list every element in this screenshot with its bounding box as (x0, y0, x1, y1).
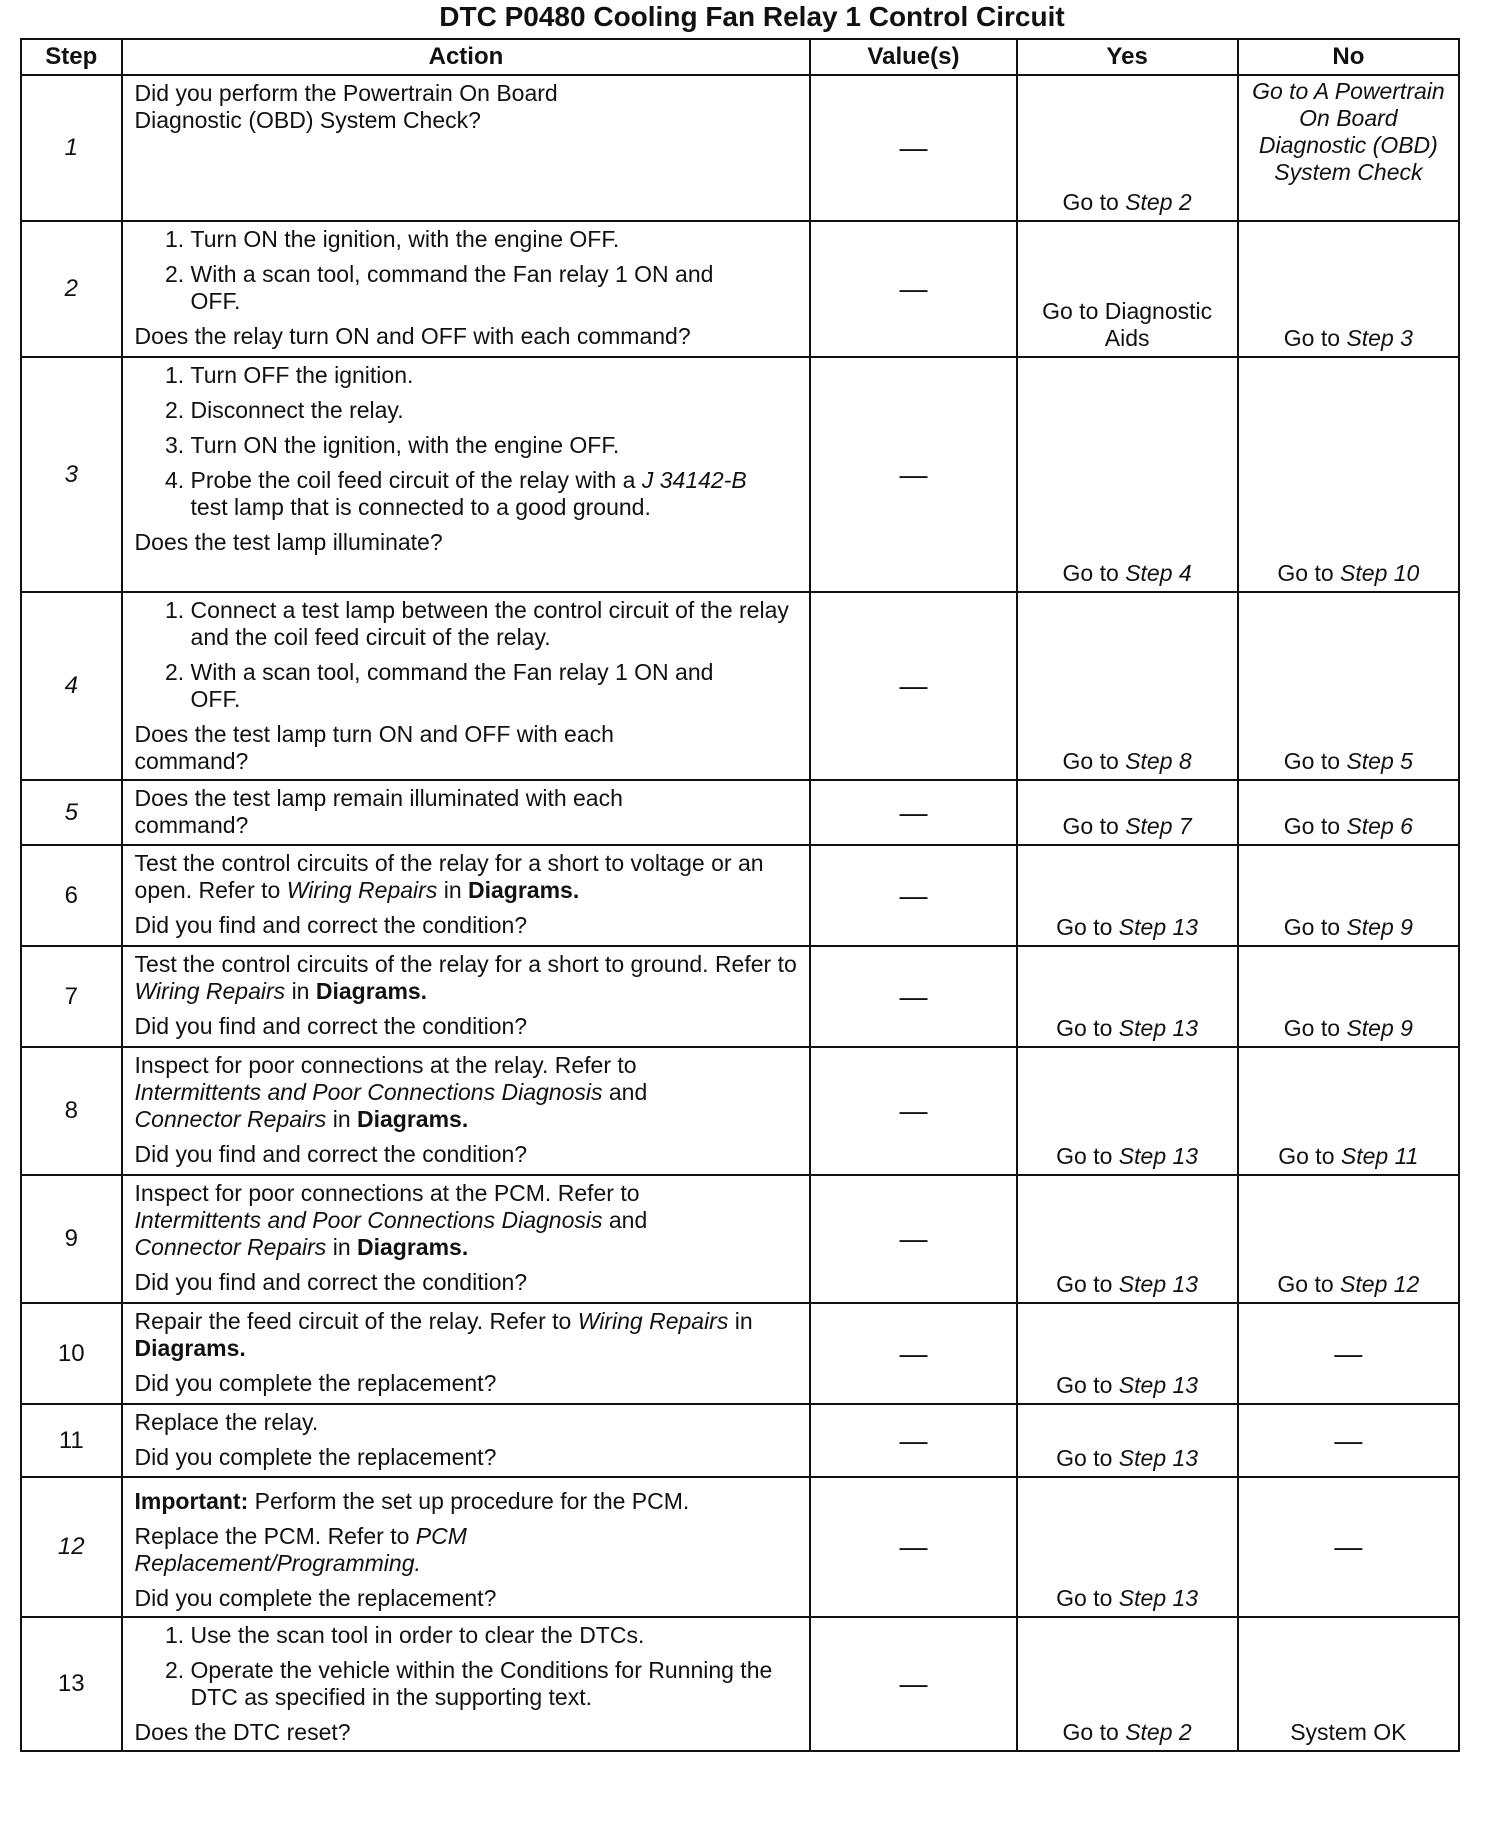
ref-link: PCM Replacement/Programming. (134, 1523, 467, 1576)
action-body: Test the control circuits of the relay for a short to ground. Refer to (134, 951, 797, 977)
action-question: Does the DTC reset? (134, 1719, 351, 1745)
yes-cell (1017, 592, 1238, 780)
yes-target: Step 13 (1118, 1143, 1199, 1169)
yes-target: Step 2 (1125, 1719, 1192, 1745)
ref-link: Intermittents and Poor Connections Diagnosis (134, 1079, 603, 1105)
step-number: 13 (21, 1617, 122, 1751)
no-target: Step 10 (1340, 560, 1420, 586)
header-no: No (1238, 39, 1459, 75)
table-row (21, 946, 1459, 1047)
yes-target: Step 7 (1125, 813, 1192, 839)
action-item: 1. Turn ON the ignition, with the engine OFF. (191, 226, 761, 253)
action-body: Test the control circuits of the relay for a short to voltage or an open. Refer to (134, 850, 764, 903)
action-cell (122, 1477, 811, 1617)
yes-target: Step 13 (1118, 1445, 1199, 1471)
yes-cell (1017, 1303, 1238, 1404)
value-cell: — (810, 1047, 1016, 1175)
no-prefix: Go to (1277, 1271, 1334, 1297)
action-question: Did you find and correct the condition? (134, 1013, 528, 1039)
no-cell (1238, 75, 1459, 221)
yes-prefix: Go to (1062, 189, 1119, 215)
no-cell (1238, 946, 1459, 1047)
table-row (21, 1477, 1459, 1617)
action-question: Did you find and correct the condition? (134, 912, 528, 938)
step-number: 2 (21, 221, 122, 357)
action-cell (122, 1047, 811, 1175)
yes-target: Step 13 (1118, 1372, 1199, 1398)
table-row (21, 845, 1459, 946)
action-item: 2. With a scan tool, command the Fan relay 1 ON and OFF. (191, 261, 761, 315)
ref-link: Intermittents and Poor Connections Diagnosis (134, 1207, 603, 1233)
yes-cell (1017, 357, 1238, 592)
step-number: 4 (21, 592, 122, 780)
header-action: Action (122, 39, 811, 75)
ref-in: in (443, 877, 462, 903)
no-cell (1238, 780, 1459, 845)
ref-doc: Diagrams. (134, 1335, 246, 1361)
action-cell (122, 946, 811, 1047)
step-number: 12 (21, 1477, 122, 1617)
no-target: Step 9 (1346, 1015, 1413, 1041)
value-cell: — (810, 845, 1016, 946)
step-number: 7 (21, 946, 122, 1047)
value-cell: — (810, 1477, 1016, 1617)
no-cell: — (1238, 1404, 1459, 1477)
yes-prefix: Go to (1056, 1585, 1113, 1611)
yes-cell (1017, 75, 1238, 221)
no-cell (1238, 1175, 1459, 1303)
table-row (21, 357, 1459, 592)
no-cell (1238, 221, 1459, 357)
ref-link: Wiring Repairs (577, 1308, 729, 1334)
step-number: 3 (21, 357, 122, 592)
value-cell: — (810, 1303, 1016, 1404)
yes-prefix: Go to (1056, 1372, 1113, 1398)
diagnostic-table (20, 38, 1460, 1752)
ref-doc: Diagrams. (468, 877, 580, 903)
action-question: Did you complete the replacement? (134, 1370, 497, 1396)
action-item (191, 467, 761, 521)
table-row (21, 1617, 1459, 1751)
action-question: Did you find and correct the condition? (134, 1269, 528, 1295)
yes-prefix: Go to (1056, 914, 1113, 940)
action-cell (122, 75, 811, 221)
table-row (21, 780, 1459, 845)
action-item: 1. Use the scan tool in order to clear the DTCs. (191, 1622, 800, 1649)
yes-cell (1017, 1175, 1238, 1303)
yes-cell (1017, 1404, 1238, 1477)
value-cell: — (810, 780, 1016, 845)
action-body: Inspect for poor connections at the PCM. Refer to (134, 1180, 640, 1206)
action-cell (122, 221, 811, 357)
yes-prefix: Go to (1056, 1271, 1113, 1297)
step-number: 6 (21, 845, 122, 946)
no-target: Step 3 (1346, 325, 1413, 351)
no-prefix: Go to (1283, 325, 1341, 351)
ref-doc: Diagrams. (357, 1106, 469, 1132)
value-cell: — (810, 946, 1016, 1047)
yes-prefix: Go to (1062, 1719, 1119, 1745)
item-text: test lamp that is connected to a good ground. (190, 494, 651, 520)
yes-prefix: Go to (1056, 1015, 1113, 1041)
no-cell: — (1238, 1303, 1459, 1404)
no-prefix: Go to (1283, 748, 1341, 774)
value-cell: — (810, 1175, 1016, 1303)
no-cell (1238, 1617, 1459, 1751)
action-cell (122, 1175, 811, 1303)
action-text (135, 850, 800, 904)
yes-text: Go to Diagnostic Aids (1042, 298, 1213, 351)
yes-cell (1017, 946, 1238, 1047)
no-target: Step 6 (1346, 813, 1413, 839)
value-cell: — (810, 221, 1016, 357)
action-cell (122, 357, 811, 592)
action-item: 1. Connect a test lamp between the control circuit of the relay and the coil feed circuit of the relay. (191, 597, 800, 651)
ref-in: in (332, 1234, 351, 1260)
yes-cell (1017, 845, 1238, 946)
table-row (21, 1404, 1459, 1477)
action-text (135, 1308, 800, 1362)
ref-in: in (332, 1106, 351, 1132)
action-cell (122, 845, 811, 946)
yes-cell (1017, 1477, 1238, 1617)
action-cell (122, 1404, 811, 1477)
ref-in: in (291, 978, 310, 1004)
action-item: 2. Disconnect the relay. (191, 397, 761, 424)
header-step: Step (21, 39, 122, 75)
step-number: 9 (21, 1175, 122, 1303)
yes-cell (1017, 1617, 1238, 1751)
no-target: Step 12 (1340, 1271, 1420, 1297)
important-note (135, 1488, 800, 1515)
yes-target: Step 13 (1118, 1015, 1199, 1041)
header-row (21, 39, 1459, 75)
step-number: 10 (21, 1303, 122, 1404)
ref-doc: Diagrams. (357, 1234, 469, 1260)
action-text (135, 1052, 735, 1133)
action-question: Did you complete the replacement? (134, 1444, 497, 1470)
ref-link: Wiring Repairs (286, 877, 438, 903)
table-row (21, 592, 1459, 780)
yes-prefix: Go to (1062, 560, 1119, 586)
important-text: Perform the set up procedure for the PCM. (254, 1488, 690, 1514)
step-number: 5 (21, 780, 122, 845)
no-prefix: Go to (1283, 813, 1341, 839)
action-cell (122, 1617, 811, 1751)
yes-cell (1017, 221, 1238, 357)
step-number: 8 (21, 1047, 122, 1175)
action-question: Does the test lamp remain illuminated with each command? (134, 785, 623, 838)
tool-ref: J 34142-B (641, 467, 747, 493)
header-values: Value(s) (810, 39, 1016, 75)
yes-target: Step 13 (1118, 1585, 1199, 1611)
action-cell (122, 780, 811, 845)
yes-target: Step 13 (1118, 1271, 1199, 1297)
yes-target: Step 13 (1118, 914, 1199, 940)
step-number: 1 (21, 75, 122, 221)
action-question: Does the test lamp illuminate? (134, 529, 443, 555)
action-question: Does the test lamp turn ON and OFF with each command? (134, 721, 614, 774)
step-number: 11 (21, 1404, 122, 1477)
ref-link: Connector Repairs (134, 1106, 327, 1132)
action-body: Inspect for poor connections at the relay. Refer to (134, 1052, 637, 1078)
table-row (21, 1303, 1459, 1404)
action-item: 2. Operate the vehicle within the Conditions for Running the DTC as specified in the supporting text. (191, 1657, 800, 1711)
ref-doc: Diagrams. (315, 978, 428, 1004)
action-item: 2. With a scan tool, command the Fan relay 1 ON and OFF. (191, 659, 721, 713)
yes-prefix: Go to (1062, 748, 1119, 774)
action-question: Did you complete the replacement? (134, 1585, 497, 1611)
action-cell (122, 592, 811, 780)
no-prefix: Go to (1277, 560, 1334, 586)
ref-and: and (608, 1207, 648, 1233)
action-cell (122, 1303, 811, 1404)
action-question: Does the relay turn ON and OFF with each command? (134, 323, 691, 349)
no-prefix: Go to (1278, 1143, 1335, 1169)
no-target: Step 5 (1346, 748, 1413, 774)
action-text: Did you perform the Powertrain On Board Diagnostic (OBD) System Check? (134, 80, 558, 133)
action-text (135, 1523, 535, 1577)
yes-target: Step 8 (1125, 748, 1192, 774)
no-text: Go to A Powertrain On Board Diagnostic (OBD) System Check (1252, 78, 1445, 185)
ref-link: Connector Repairs (134, 1234, 327, 1260)
yes-prefix: Go to (1056, 1445, 1113, 1471)
value-cell: — (810, 1404, 1016, 1477)
yes-cell (1017, 1047, 1238, 1175)
header-yes: Yes (1017, 39, 1238, 75)
no-cell (1238, 845, 1459, 946)
no-cell (1238, 1047, 1459, 1175)
action-text (135, 1180, 735, 1261)
ref-in: in (734, 1308, 753, 1334)
action-item: 1. Turn OFF the ignition. (191, 362, 761, 389)
yes-prefix: Go to (1056, 1143, 1113, 1169)
value-cell: — (810, 75, 1016, 221)
important-label: Important: (134, 1488, 249, 1514)
table-row (21, 75, 1459, 221)
item-text: Probe the coil feed circuit of the relay with a (190, 467, 636, 493)
yes-target: Step 4 (1125, 560, 1192, 586)
value-cell: — (810, 592, 1016, 780)
no-cell: — (1238, 1477, 1459, 1617)
yes-cell (1017, 780, 1238, 845)
table-row (21, 1047, 1459, 1175)
no-cell (1238, 357, 1459, 592)
no-prefix: Go to (1283, 914, 1341, 940)
page-title: DTC P0480 Cooling Fan Relay 1 Control Circuit (439, 1, 1065, 32)
action-text (135, 951, 800, 1005)
no-prefix: Go to (1283, 1015, 1341, 1041)
action-item: 3. Turn ON the ignition, with the engine OFF. (191, 432, 761, 459)
table-row (21, 221, 1459, 357)
value-cell: — (810, 1617, 1016, 1751)
no-target: Step 9 (1346, 914, 1413, 940)
ref-link: Wiring Repairs (134, 978, 286, 1004)
ref-and: and (608, 1079, 648, 1105)
no-cell (1238, 592, 1459, 780)
value-cell: — (810, 357, 1016, 592)
table-row (21, 1175, 1459, 1303)
action-body: Repair the feed circuit of the relay. Refer to (134, 1308, 572, 1334)
action-body: Replace the PCM. Refer to (134, 1523, 410, 1549)
no-target: Step 11 (1340, 1143, 1419, 1169)
yes-prefix: Go to (1062, 813, 1119, 839)
yes-target: Step 2 (1125, 189, 1192, 215)
action-question: Did you find and correct the condition? (134, 1141, 528, 1167)
no-text: System OK (1290, 1719, 1407, 1745)
action-text: Replace the relay. (134, 1409, 319, 1435)
